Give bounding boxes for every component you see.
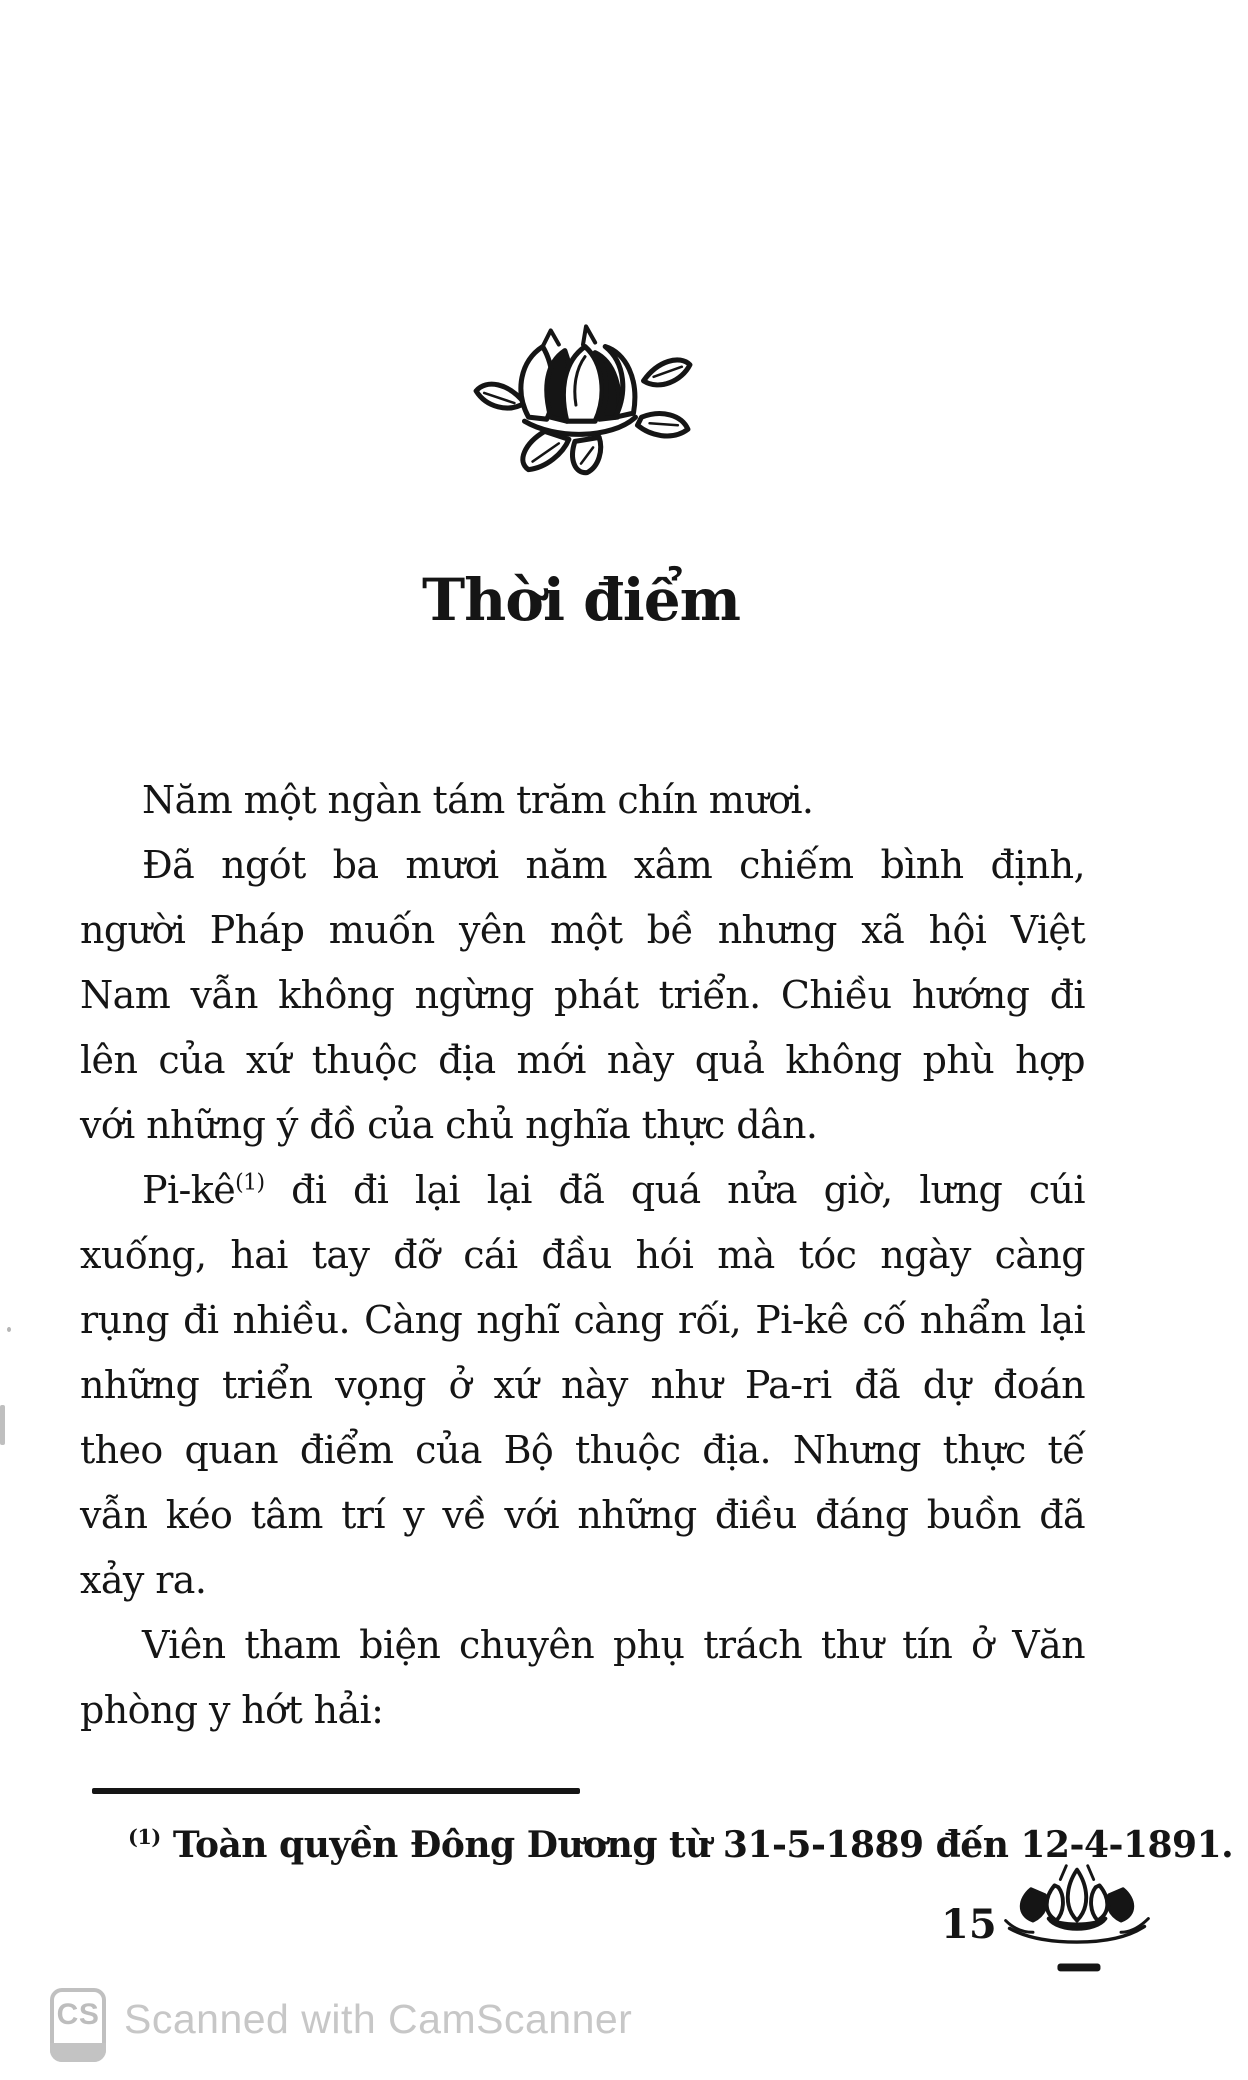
footnote-divider	[92, 1788, 580, 1794]
page-number: 15	[941, 1901, 997, 1948]
body-line: rụng đi nhiều. Càng nghĩ càng rối, Pi-kê cố nhẩm lại	[80, 1298, 1085, 1342]
lotus-page-marker-icon	[1002, 1856, 1152, 1988]
body-line: theo quan điểm của Bộ thuộc địa. Nhưng thực tế	[80, 1428, 1085, 1472]
body-line: xuống, hai tay đỡ cái đầu hói mà tóc ngày càng	[80, 1233, 1085, 1277]
body-line: Nam vẫn không ngừng phát triển. Chiều hướng đi	[80, 973, 1085, 1017]
body-line	[80, 1158, 1085, 1223]
body-line-text: đi đi lại lại đã quá nửa giờ, lưng cúi	[264, 1168, 1085, 1212]
camscanner-logo-icon	[50, 1988, 106, 2062]
footnote-marker: (1)	[128, 1824, 161, 1849]
body-line-text: Pi-kê	[142, 1168, 236, 1212]
body-line: xảy ra.	[80, 1558, 207, 1602]
body-line: vẫn kéo tâm trí y về với những điều đáng buồn đã	[80, 1493, 1085, 1537]
camscanner-logo-bar	[50, 2043, 106, 2062]
footnote	[128, 1824, 1234, 1866]
body-text	[80, 768, 1085, 1743]
body-line: với những ý đồ của chủ nghĩa thực dân.	[80, 1103, 818, 1147]
body-line: Năm một ngàn tám trăm chín mươi.	[142, 778, 814, 822]
scan-edge-artifact	[0, 1405, 5, 1445]
body-line: phòng y hớt hải:	[80, 1688, 384, 1732]
body-line: lên của xứ thuộc địa mới này quả không phù hợp	[80, 1038, 1085, 1082]
body-line: người Pháp muốn yên một bề nhưng xã hội Việt	[80, 908, 1085, 952]
camscanner-logo-text: CS	[56, 1998, 100, 2031]
footnote-reference-marker: (1)	[235, 1170, 265, 1196]
camscanner-label: Scanned with CamScanner	[124, 1996, 633, 2042]
camscanner-watermark	[0, 1980, 1248, 2080]
body-line: Viên tham biện chuyên phụ trách thư tín ở Văn	[142, 1623, 1085, 1667]
scan-speck	[7, 1327, 11, 1332]
body-line: Đã ngót ba mươi năm xâm chiếm bình định,	[142, 843, 1085, 887]
chapter-title: Thời điểm	[421, 566, 741, 634]
body-line: những triển vọng ở xứ này như Pa-ri đã dự đoán	[80, 1363, 1085, 1407]
footnote-text: Toàn quyền Đông Dương từ 31-5-1889 đến 12-4-1891.	[160, 1824, 1234, 1866]
lotus-ornament-icon	[466, 314, 698, 480]
